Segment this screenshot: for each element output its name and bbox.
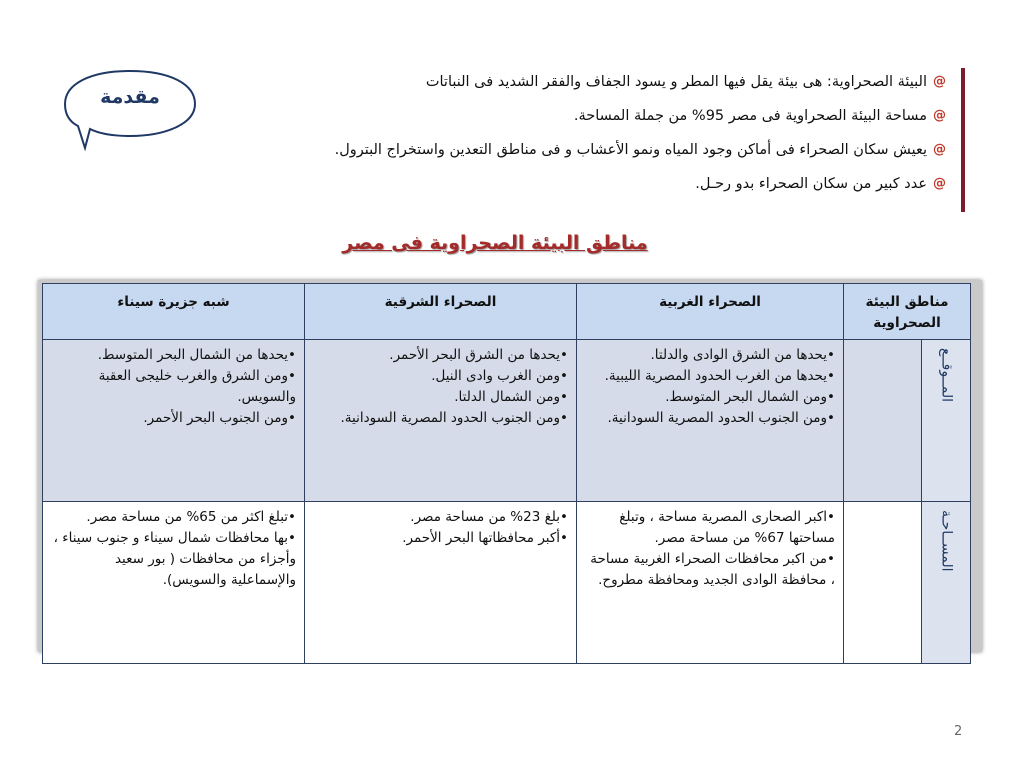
cell-line: •يحدها من الشرق الوادى والدلتا.: [650, 347, 835, 363]
intro-badge: [60, 66, 200, 146]
cell-line: •بلغ 23% من مساحة مصر.: [410, 509, 568, 525]
header-western: الصحراء الغربية: [577, 284, 844, 340]
bullet-icon: @: [933, 108, 946, 123]
cell-western-location: [577, 340, 844, 502]
cell-line: •ومن الغرب وادى النيل.: [431, 368, 568, 384]
cell-line: •ومن الجنوب الحدود المصرية السودانية.: [340, 410, 568, 426]
section-title: مناطق البيئة الصحراوية فى مصر: [342, 232, 648, 254]
cell-western-area: [577, 502, 844, 664]
cell-line: •يحدها من الشمال البحر المتوسط.: [97, 347, 296, 363]
cell-line: •أكبر محافظاتها البحر الأحمر.: [402, 530, 568, 546]
cell-line: •بها محافظات شمال سيناء و جنوب سيناء ، وأجزاء من محافظات ( بور سعيد والإسماعلية والسويس).: [53, 530, 296, 588]
bullet-item: [246, 72, 946, 106]
table-row-area: [43, 502, 971, 664]
cell-line: •اكبر الصحارى المصرية مساحة ، وتبلغ مساحتها 67% من مساحة مصر.: [619, 509, 835, 546]
table-header-row: [43, 284, 971, 340]
table-row-location: [43, 340, 971, 502]
cell-line: •ومن الجنوب البحر الأحمر.: [143, 410, 296, 426]
empty-cell: [844, 340, 922, 502]
cell-line: •من اكبر محافظات الصحراء الغربية مساحة ، محافظة الوادى الجديد ومحافظة مطروح.: [590, 551, 835, 588]
header-regions: مناطق البيئة الصحراوية: [844, 284, 971, 340]
cell-line: •ومن الشرق والغرب خليجى العقبة والسويس.: [98, 368, 296, 405]
bullet-item: [246, 140, 946, 174]
bullet-text: البيئة الصحراوية: هى بيئة يقل فيها المطر و يسود الجفاف والفقر الشديد فى النباتات: [425, 74, 927, 90]
bullet-icon: @: [933, 176, 946, 191]
row-label: [922, 340, 971, 502]
cell-line: •ومن الشمال البحر المتوسط.: [665, 389, 835, 405]
cell-line: •ومن الشمال الدلتا.: [454, 389, 568, 405]
regions-table: [42, 283, 971, 664]
badge-label: مقدمة: [100, 86, 160, 108]
cell-sinai-area: [43, 502, 305, 664]
bullet-icon: @: [933, 142, 946, 157]
header-eastern: الصحراء الشرقية: [305, 284, 577, 340]
header-sinai: شبه جزيرة سيناء: [43, 284, 305, 340]
cell-eastern-location: [305, 340, 577, 502]
bullet-item: [246, 106, 946, 140]
cell-sinai-location: [43, 340, 305, 502]
speech-bubble-icon: [60, 66, 200, 151]
cell-line: •يحدها من الغرب الحدود المصرية الليبية.: [604, 368, 835, 384]
intro-bullets: [246, 72, 946, 208]
row-label-text: المســاحـة: [938, 510, 955, 572]
cell-line: •يحدها من الشرق البحر الأحمر.: [389, 347, 568, 363]
accent-bar: [961, 68, 965, 212]
cell-line: •تبلغ اكثر من 65% من مساحة مصر.: [86, 509, 296, 525]
cell-line: •ومن الجنوب الحدود المصرية السودانية.: [607, 410, 835, 426]
bullet-text: يعيش سكان الصحراء فى أماكن وجود المياه ونمو الأعشاب و فى مناطق التعدين واستخراج البترول.: [334, 142, 927, 158]
bullet-item: [246, 174, 946, 208]
empty-cell: [844, 502, 922, 664]
row-label: [922, 502, 971, 664]
bullet-text: مساحة البيئة الصحراوية فى مصر 95% من جملة المساحة.: [573, 108, 927, 124]
row-label-text: المــوقــع: [938, 348, 955, 403]
page-number: 2: [954, 724, 963, 739]
bullet-icon: @: [933, 74, 946, 89]
regions-table-frame: [38, 280, 982, 652]
cell-eastern-area: [305, 502, 577, 664]
bullet-text: عدد كبير من سكان الصحراء بدو رحـل.: [695, 176, 927, 192]
